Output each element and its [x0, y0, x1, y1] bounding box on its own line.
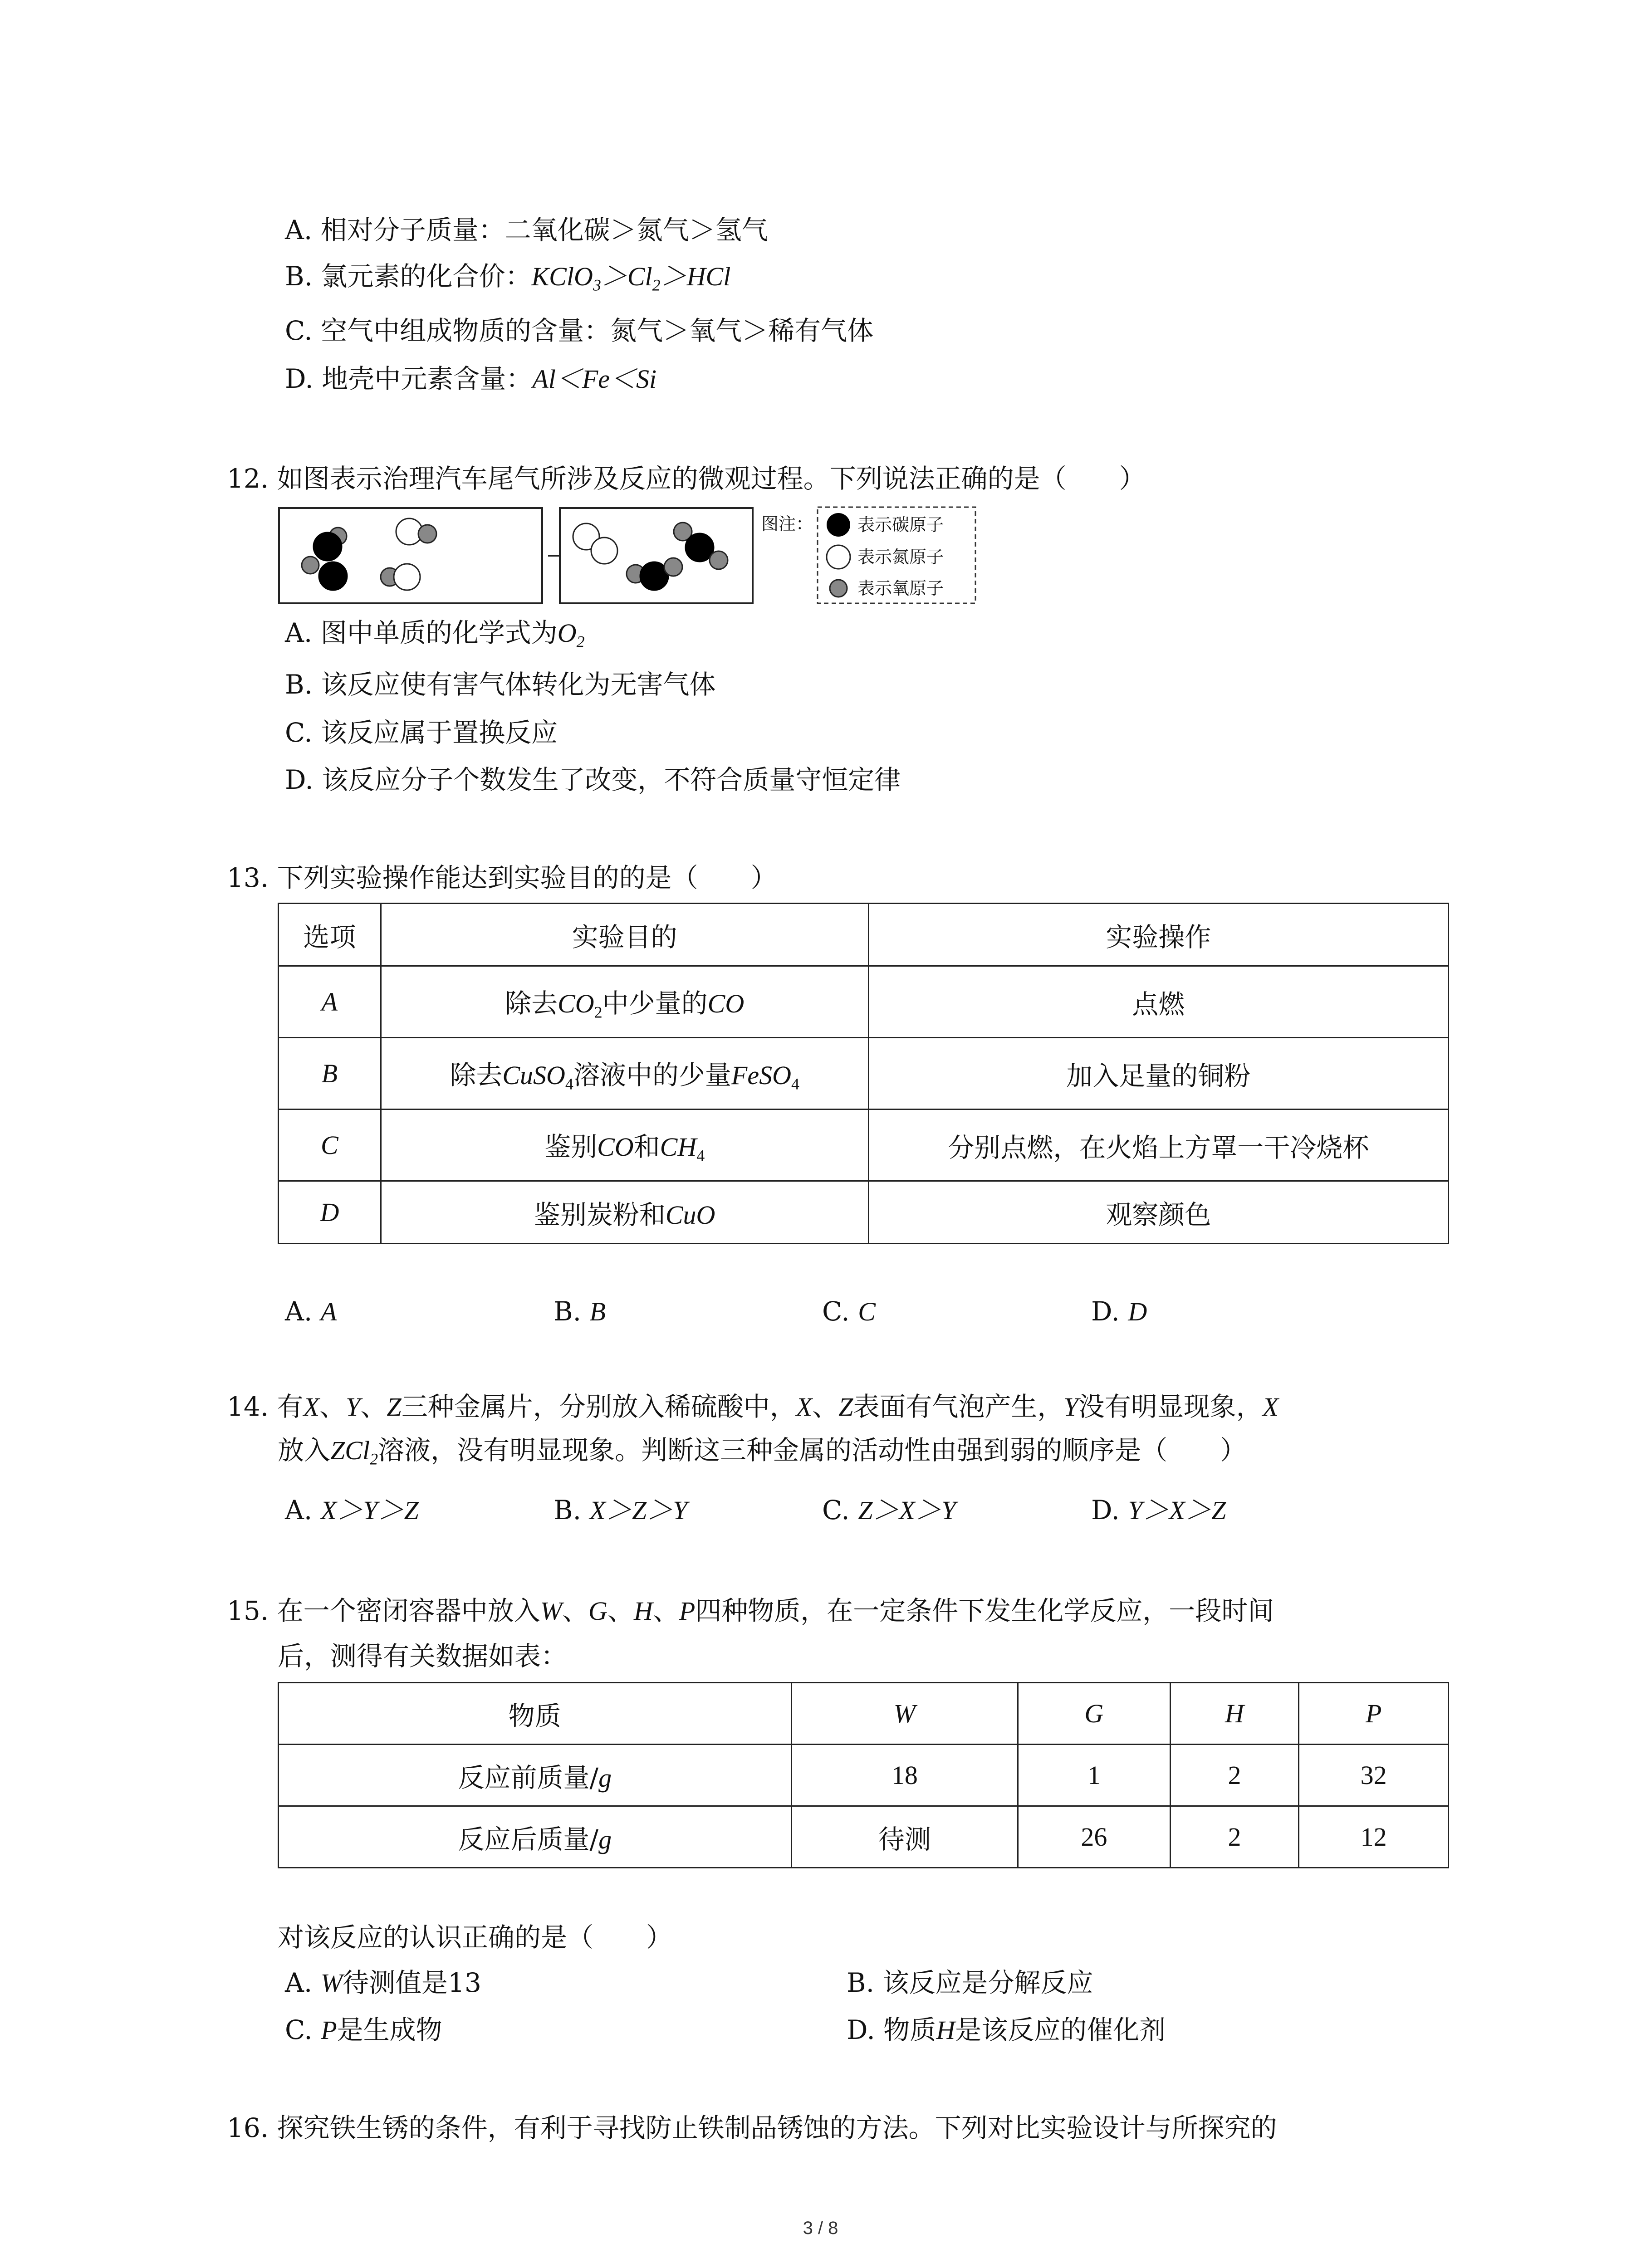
stem-text: 、 — [812, 1391, 839, 1422]
answer-value: B — [589, 1297, 606, 1326]
q11-option-b-formula — [531, 262, 731, 294]
oxygen-atom — [664, 558, 682, 576]
q16-stem: 16. 探究铁生锈的条件，有利于寻找防止铁制品锈蚀的方法。下列对比实验设计与所探究的 — [227, 2112, 1277, 2143]
table-row — [279, 1038, 1449, 1110]
q14-answer-d — [1091, 1497, 1226, 1524]
answer-value: Y＞X＞Z — [1128, 1496, 1226, 1525]
q12-option-a-formula — [557, 618, 585, 651]
row-label — [279, 1745, 792, 1806]
answer-label: D. — [1091, 1296, 1120, 1327]
cell-g: 1 — [1018, 1745, 1171, 1806]
row-goal — [381, 966, 868, 1038]
q15-option-b: B. 该反应是分解反应 — [847, 1967, 1093, 1998]
goal-subscript: 4 — [791, 1075, 799, 1093]
answer-label: D. — [1091, 1495, 1120, 1525]
answer-value: Z＞X＞Y — [858, 1496, 956, 1525]
q11-option-d — [285, 363, 657, 394]
goal-text: 溶液中的少量 — [573, 1059, 731, 1090]
goal-subscript: 2 — [594, 1003, 603, 1022]
answer-label: A. — [285, 1495, 313, 1525]
q11-option-b — [285, 263, 730, 293]
answer-label: B. — [554, 1296, 582, 1327]
stem-text: 、 — [652, 1595, 679, 1626]
table-row — [279, 1110, 1449, 1181]
header-operation: 实验操作 — [868, 904, 1448, 966]
goal-formula: CuSO — [502, 1060, 565, 1090]
legend-carbon-label: 表示碳原子 — [857, 516, 944, 535]
answer-value: X＞Z＞Y — [589, 1496, 688, 1525]
q12-stem: 12. 如图表示治理汽车尾气所涉及反应的微观过程。下列说法正确的是（ ） — [227, 463, 1146, 494]
substance-symbol: H — [936, 2015, 955, 2045]
option-text: 是该反应的催化剂 — [955, 2014, 1166, 2045]
stem-text: 、 — [319, 1391, 346, 1422]
metal-symbol: X — [796, 1392, 813, 1422]
q15-table — [278, 1682, 1449, 1868]
answer-value: X＞Y＞Z — [320, 1496, 419, 1525]
row-operation: 点燃 — [868, 966, 1448, 1038]
goal-formula: CO — [597, 1132, 634, 1162]
nitrogen-atom — [591, 538, 617, 564]
answer-value: A — [320, 1297, 337, 1326]
table-header-row — [279, 904, 1449, 966]
q13-table — [278, 903, 1449, 1244]
formula-subscript: 2 — [652, 276, 661, 294]
carbon-legend-icon — [827, 513, 850, 537]
goal-text: 和 — [633, 1131, 660, 1162]
goal-text: 除去 — [450, 1059, 503, 1090]
goal-formula: CO — [707, 988, 745, 1018]
carbon-atom — [319, 562, 347, 590]
answer-label: B. — [554, 1495, 582, 1525]
answer-label: C. — [822, 1495, 850, 1525]
oxygen-legend-icon — [830, 580, 847, 597]
q14-answer-b — [554, 1497, 687, 1524]
header-g: G — [1018, 1683, 1171, 1745]
row-operation: 观察颜色 — [868, 1181, 1448, 1244]
q15-stem-line1 — [227, 1595, 1274, 1626]
q14-stem-line2 — [278, 1437, 1246, 1467]
goal-formula: CuO — [665, 1200, 715, 1230]
stem-text: 、 — [562, 1595, 589, 1626]
row-option: C — [279, 1110, 381, 1181]
q11-option-d-formula: Al＜Fe＜Si — [532, 364, 657, 394]
option-text: D. 物质 — [847, 2014, 936, 2045]
goal-formula: CO — [558, 988, 594, 1018]
oxygen-atom — [302, 557, 319, 574]
formula-part: ＞HCl — [660, 262, 731, 291]
q12-reaction-diagram — [278, 503, 985, 612]
substance-symbol: H — [633, 1596, 653, 1626]
stem-text: 15. 在一个密闭容器中放入 — [227, 1595, 540, 1626]
answer-value: C — [858, 1297, 876, 1326]
goal-formula: FeSO — [731, 1060, 791, 1090]
q15-stem-line2: 后，测得有关数据如表： — [278, 1641, 568, 1672]
q14-answer-a — [285, 1497, 419, 1524]
table-header-row — [279, 1683, 1449, 1745]
row-label — [279, 1806, 792, 1868]
q11-option-b-prefix: B. 氯元素的化合价： — [285, 261, 532, 292]
q13-answer-b — [554, 1298, 606, 1325]
stem-text: 溶液，没有明显现象。判断这三种金属的活动性由强到弱的顺序是（ ） — [378, 1435, 1247, 1466]
q13-answer-a — [285, 1298, 337, 1325]
q12-option-b: B. 该反应使有害气体转化为无害气体 — [285, 669, 716, 700]
cell-p: 32 — [1299, 1745, 1449, 1806]
substance-symbol: P — [679, 1596, 696, 1626]
option-label: A. — [285, 1967, 321, 1998]
unit: g — [598, 1763, 612, 1793]
row-option: A — [279, 966, 381, 1038]
q15-sub-stem: 对该反应的认识正确的是（ ） — [278, 1922, 673, 1953]
q11-option-d-prefix: D. 地壳中元素含量： — [285, 363, 533, 394]
stem-text: 、 — [607, 1595, 634, 1626]
metal-symbol: Y — [346, 1392, 361, 1422]
q12-option-a — [285, 617, 585, 651]
q14-answer-c — [822, 1497, 956, 1524]
goal-subscript: 4 — [696, 1146, 705, 1165]
metal-symbol: Z — [838, 1392, 853, 1422]
substance-symbol: W — [320, 1968, 343, 1998]
metal-symbol: X — [303, 1392, 320, 1422]
answer-label: C. — [822, 1296, 850, 1327]
q12-option-d: D. 该反应分子个数发生了改变，不符合质量守恒定律 — [285, 764, 901, 795]
page-number: 3 / 8 — [803, 2218, 838, 2238]
substance-symbol: P — [321, 2015, 337, 2045]
legend-oxygen-label: 表示氧原子 — [857, 579, 944, 598]
formula-subscript: 2 — [576, 632, 585, 651]
q13-stem: 13. 下列实验操作能达到实验目的的是（ ） — [227, 862, 777, 893]
cell-w: 18 — [791, 1745, 1018, 1806]
q15-option-c — [285, 2014, 442, 2045]
nitrogen-atom — [394, 564, 420, 590]
cell-h: 2 — [1170, 1806, 1299, 1868]
row-goal — [381, 1181, 868, 1244]
formula-part: O — [557, 618, 577, 648]
header-h: H — [1170, 1683, 1299, 1745]
formula-part: KClO — [531, 262, 593, 291]
stem-text: 14. 有 — [227, 1391, 304, 1422]
metal-symbol: Y — [1063, 1392, 1078, 1422]
substance-symbol: G — [588, 1596, 607, 1626]
row-label-text: 反应前质量/ — [458, 1762, 599, 1793]
goal-text: 鉴别炭粉和 — [534, 1199, 666, 1230]
header-option: 选项 — [279, 904, 381, 966]
cell-w: 待测 — [791, 1806, 1018, 1868]
stem-text: 没有明显现象， — [1078, 1391, 1263, 1422]
q11-option-a: A. 相对分子质量：二氧化碳＞氮气＞氢气 — [285, 215, 768, 245]
metal-symbol: X — [1262, 1392, 1279, 1422]
header-substance: 物质 — [279, 1683, 792, 1745]
nitrogen-legend-icon — [827, 545, 850, 569]
stem-text: 、 — [360, 1391, 387, 1422]
row-goal — [381, 1038, 868, 1110]
row-option: D — [279, 1181, 381, 1244]
goal-text: 中少量的 — [602, 987, 708, 1019]
formula-part: ZCl — [330, 1436, 370, 1465]
formula-subscript: 2 — [370, 1450, 378, 1468]
q13-answer-c — [822, 1298, 876, 1325]
answer-label: A. — [285, 1296, 313, 1327]
header-w: W — [791, 1683, 1018, 1745]
goal-text: 除去 — [505, 987, 558, 1019]
metal-symbol: Z — [387, 1392, 402, 1422]
stem-text: 表面有气泡产生， — [853, 1391, 1064, 1422]
answer-value: D — [1128, 1297, 1147, 1326]
q15-option-d — [847, 2014, 1166, 2045]
row-operation: 分别点燃，在火焰上方罩一干冷烧杯 — [868, 1110, 1448, 1181]
formula-part: ＞Cl — [601, 262, 652, 291]
substance-symbol: W — [540, 1596, 563, 1626]
option-text: 是生成物 — [337, 2014, 442, 2045]
stem-text: 四种物质，在一定条件下发生化学反应，一段时间 — [695, 1595, 1274, 1626]
formula-subscript: 3 — [593, 276, 601, 294]
cell-h: 2 — [1170, 1745, 1299, 1806]
legend-nitrogen-label: 表示氮原子 — [857, 548, 944, 567]
header-p: P — [1299, 1683, 1449, 1745]
q14-stem-line1 — [227, 1393, 1279, 1420]
carbon-atom — [314, 533, 342, 561]
table-row — [279, 1181, 1449, 1244]
row-option: B — [279, 1038, 381, 1110]
row-operation: 加入足量的铜粉 — [868, 1038, 1448, 1110]
option-text: 待测值是13 — [343, 1967, 481, 1998]
table-row — [279, 1806, 1449, 1868]
q13-answer-d — [1091, 1298, 1147, 1325]
row-goal — [381, 1110, 868, 1181]
unit: g — [598, 1824, 612, 1854]
cell-p: 12 — [1299, 1806, 1449, 1868]
oxygen-atom — [710, 551, 728, 569]
goal-formula: CH — [660, 1132, 697, 1162]
stem-text: 放入 — [278, 1435, 331, 1466]
q12-option-c: C. 该反应属于置换反应 — [285, 717, 558, 748]
table-row — [279, 966, 1449, 1038]
goal-text: 鉴别 — [544, 1131, 598, 1162]
goal-subscript: 4 — [565, 1075, 573, 1093]
option-label: C. — [285, 2014, 321, 2045]
stem-text: 三种金属片，分别放入稀硫酸中， — [401, 1391, 796, 1422]
legend-title: 图注： — [761, 515, 813, 534]
row-label-text: 反应后质量/ — [458, 1823, 599, 1855]
q12-option-a-prefix: A. 图中单质的化学式为 — [285, 617, 558, 648]
header-goal: 实验目的 — [381, 904, 868, 966]
q15-option-a — [285, 1967, 481, 1998]
cell-g: 26 — [1018, 1806, 1171, 1868]
q11-option-c: C. 空气中组成物质的含量：氮气＞氧气＞稀有气体 — [285, 315, 874, 346]
oxygen-atom — [418, 525, 436, 543]
table-row — [279, 1745, 1449, 1806]
